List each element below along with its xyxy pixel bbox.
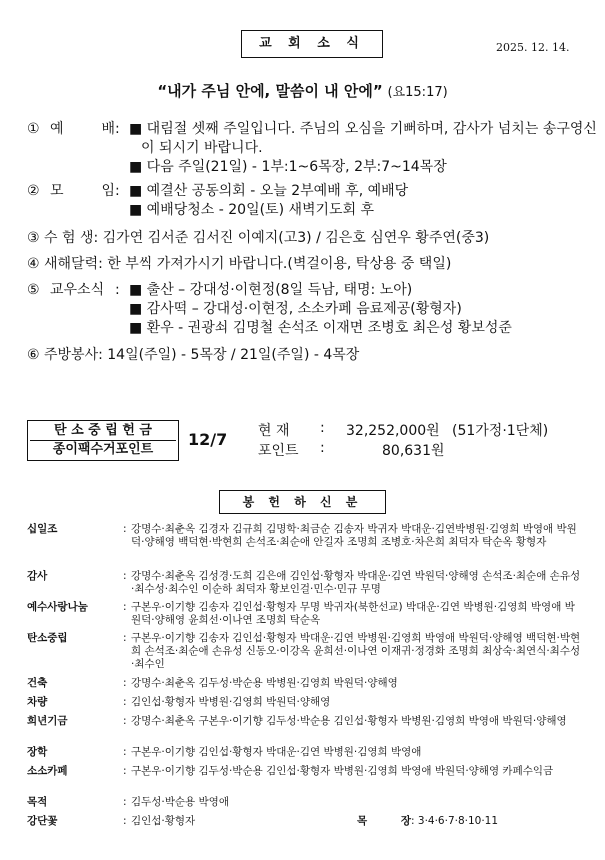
news-item-label: ⑤ 교우소식 : (27, 282, 120, 298)
offering-label: 강단꽃 (27, 815, 58, 827)
offering-names: 김두성·박순용 박영애 (131, 796, 229, 808)
news-item-members (27, 281, 587, 341)
offering-label: 예수사랑나눔 (27, 601, 88, 613)
stats-current-note: (51가정·1단체) (452, 423, 549, 439)
offering-names: 강명수·최춘옥 구본우·이기향 김두성·박순용 김인섭·황형자 박병원·김영희 박영애 박원덕·양해영 (131, 715, 567, 727)
news-item-worship (27, 120, 597, 180)
offering-names: 구본우·이기향 김두성·박순용 김인섭·황형자 박병원·김영희 박영애 박원덕·양해영 카페수익금 (131, 765, 554, 777)
news-line: ■ 출산 – 강대성·이현정(8일 득남, 태명: 노아) (129, 282, 413, 298)
offering-label: 소소카페 (27, 765, 68, 777)
offering-names: 강명수·최춘옥 김성경·도희 김은애 김인섭·황형자 박대운·김연 박원덕·양해영 손석조·최순애 손유성·최수성·최수인 이순하 최덕자 황보인걸·민수·민규 무명 (131, 570, 581, 595)
news-line: ■ 대림절 셋째 주일입니다. 주님의 오심을 기뻐하며, 감사가 넘치는 송구영신이 되시기 바랍니다. (129, 121, 597, 156)
offering-label: 십일조 (27, 523, 58, 535)
bulletin-date: 2025. 12. 14. (496, 41, 570, 54)
news-line: ■ 예배당청소 - 20일(토) 새벽기도회 후 (129, 202, 375, 218)
news-line: ■ 다음 주일(21일) - 1부:1~6목장, 2부:7~14목장 (129, 159, 447, 175)
stats-current-value: 32,252,000원 (346, 423, 440, 439)
offering-label: 탄소중립 (27, 632, 68, 644)
offerings-title: 봉 헌 하 신 분 (219, 490, 386, 514)
carbon-offering-box (27, 420, 179, 461)
stats-points-value: 80,631원 (382, 443, 445, 459)
offering-label: 희년기금 (27, 715, 68, 727)
news-item-label: ① 예 배: (27, 121, 120, 137)
offering-label: 목적 (27, 796, 48, 808)
news-line: ■ 감사떡 – 강대성·이현정, 소소카페 음료제공(황형자) (129, 301, 462, 317)
bulletin-title: 교 회 소 식 (241, 30, 383, 58)
offering-names: 구본우·이기향 김송자 김인섭·황형자 박대운·김연 박병원·김영희 박영애 박원덕·양해영 백덕현·박현희 손석조·최순애 손유성 신동오·이강옥 윤희선·이나연 이재귀·정경화 조명희 최상숙·최연식·최수성·최수인 (131, 632, 581, 670)
offering-names: 구본우·이기향 김인섭·황형자 박대운·김연 박병원·김영희 박영애 (131, 746, 422, 758)
news-item-meeting (27, 182, 587, 222)
offering-label: 감사 (27, 570, 48, 582)
offering-cell-groups: 3·4·6·7·8·10·11 (417, 815, 499, 827)
offering-label: 장학 (27, 746, 48, 758)
offering-label: 건축 (27, 677, 48, 689)
verse-quote: “내가 주님 안에, 말씀이 내 안에” (157, 82, 383, 100)
offering-names: 강명수·최춘옥 김두성·박순용 박병원·김영희 박원덕·양해영 (131, 677, 398, 689)
carbon-offering-label: 탄 소 중 립 헌 금 (54, 423, 152, 438)
offering-names: 강명수·최춘옥 김경자 김규희 김명학·최금순 김송자 박귀자 박대운·김연박병원·김영희 박영애 박원덕·양해영 백덕현·박현희 손석조·최순애 안길자 조명희 조병호·차은희 최덕자 탁순옥 황형자 (131, 523, 577, 548)
theme-verse (0, 80, 605, 101)
stats-month: 12/7 (188, 430, 228, 449)
offering-label-cell: 목 장 (357, 815, 411, 827)
offering-label: 차량 (27, 696, 48, 708)
verse-reference: (요15:17) (387, 85, 448, 100)
milkpack-points-label: 종이팩수거포인트 (52, 442, 154, 457)
news-line: ■ 예결산 공동의회 - 오늘 2부예배 후, 예배당 (129, 183, 409, 199)
offering-names: 구본우·이기향 김송자 김인섭·황형자 무명 박귀자(북한선교) 박대운·김연 박병원·김영희 박영애 박원덕·양해영 윤희선·이나연 조명희 탁순옥 (131, 601, 575, 626)
offering-names: 김인섭·황형자 (131, 815, 196, 827)
news-item-label: ② 모 임: (27, 183, 120, 199)
news-line: ■ 환우 - 권광쇠 김명철 손석조 이재면 조병호 최은성 황보성준 (129, 320, 512, 336)
offering-names: 김인섭·황형자 박병원·김영희 박원덕·양해영 (131, 696, 331, 708)
